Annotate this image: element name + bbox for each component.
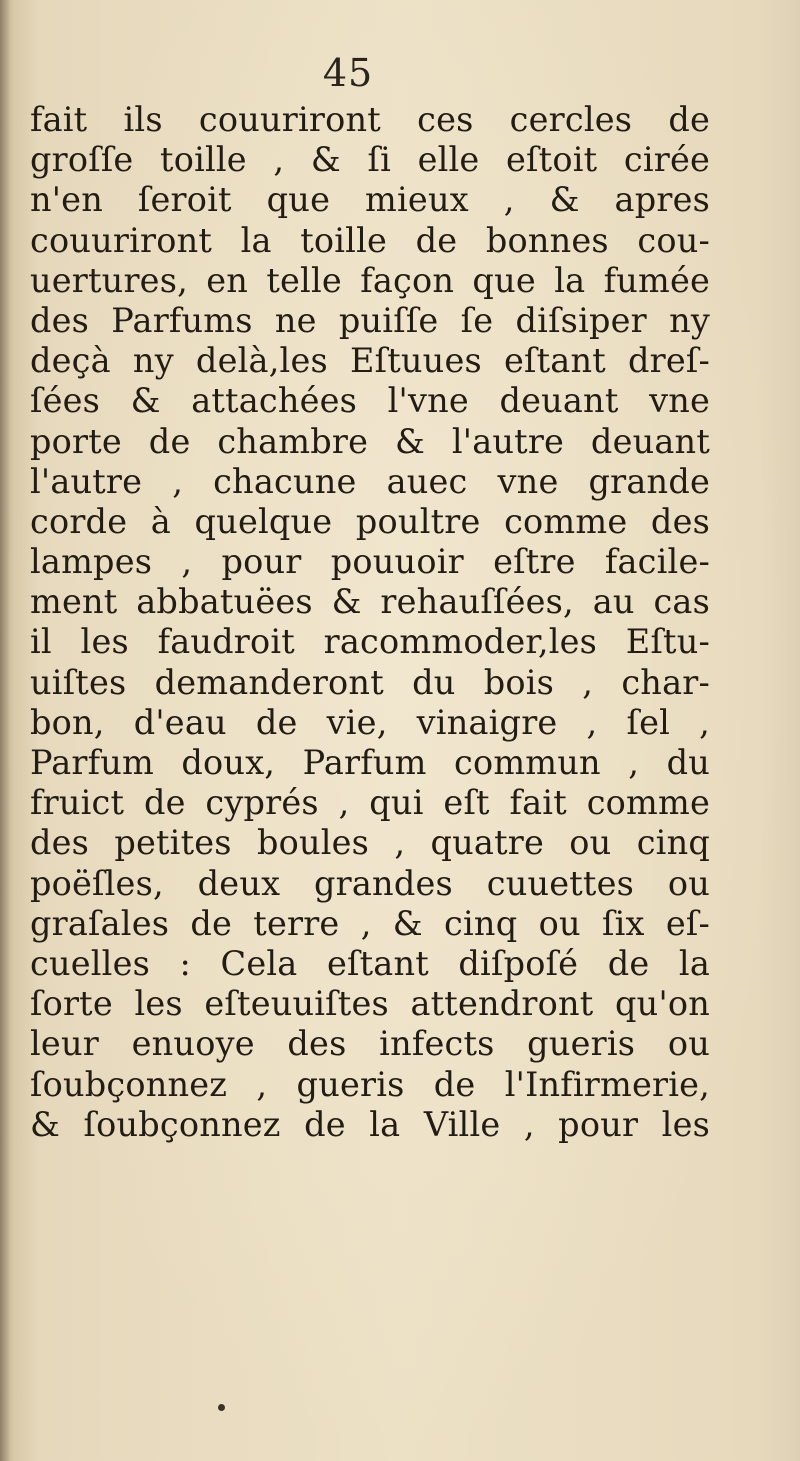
text-line: lampes , pour pouuoir eſtre facile- (30, 542, 710, 582)
text-line: l'autre , chacune auec vne grande (30, 461, 710, 501)
text-line: graſales de terre , & cinq ou ſix eſ- (30, 903, 710, 943)
text-line: n'en ſeroit que mieux , & apres (30, 180, 710, 220)
text-line: bon, d'eau de vie, vinaigre , ſel , (30, 702, 710, 742)
text-line: ment abbatuëes & rehauſſées, au cas (30, 582, 710, 622)
text-line: des petites boules , quatre ou cinq (30, 823, 710, 863)
text-line: cuelles : Cela eſtant diſpoſé de la (30, 943, 710, 983)
text-line: & ſoubçonnez de la Ville , pour les (30, 1104, 710, 1144)
text-line: uiſtes demanderont du bois , char- (30, 662, 710, 702)
text-line: groſſe toille , & ſi elle eſtoit cirée (30, 140, 710, 180)
page-gutter-shadow (0, 0, 10, 1461)
text-line: poëſles, deux grandes cuuettes ou (30, 863, 710, 903)
text-line: des Parfums ne puiſſe ſe diſsiper ny (30, 300, 710, 340)
text-line: leur enuoye des infects gueris ou (30, 1024, 710, 1064)
text-line: porte de chambre & l'autre deuant (30, 421, 710, 461)
text-line: uertures, en telle façon que la fumée (30, 260, 710, 300)
text-line: il les faudroit racommoder,les Eſtu- (30, 622, 710, 662)
text-line: couuriront la toille de bonnes cou- (30, 220, 710, 260)
text-line: deçà ny delà,les Eſtuues eſtant dreſ- (30, 341, 710, 381)
body-text (30, 100, 710, 1145)
page-number: 45 (322, 51, 374, 95)
text-line: fruict de cyprés , qui eſt fait comme (30, 783, 710, 823)
ink-speck (218, 1404, 225, 1411)
text-line: ſorte les eſteuuiſtes attendront qu'on (30, 984, 710, 1024)
text-line: fait ils couuriront ces cercles de (30, 100, 710, 139)
text-line: ſées & attachées l'vne deuant vne (30, 381, 710, 421)
text-line: ſoubçonnez , gueris de l'Infirmerie, (30, 1064, 710, 1104)
text-line: corde à quelque poultre comme des (30, 501, 710, 541)
text-line: Parfum doux, Parfum commun , du (30, 743, 710, 782)
